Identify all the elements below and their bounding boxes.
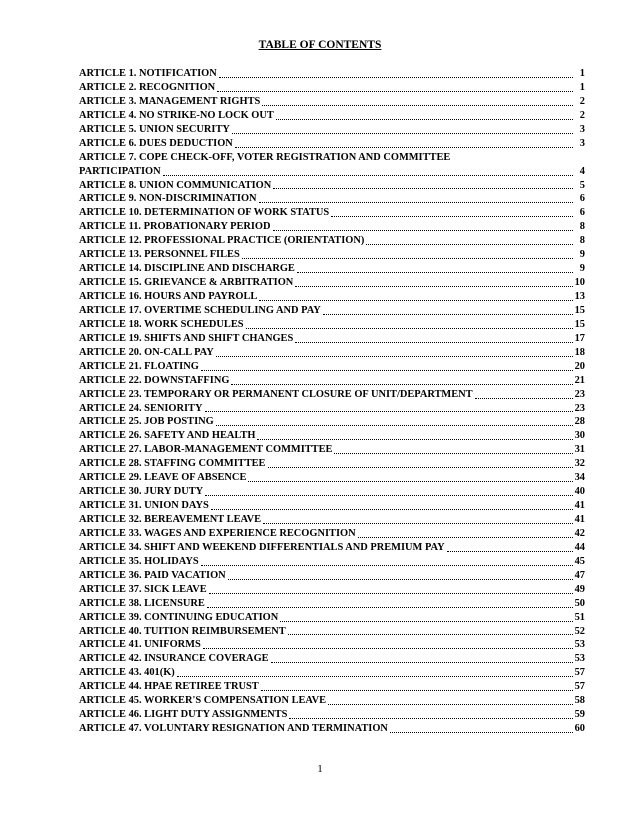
dot-leader: [263, 515, 573, 524]
page-number: 1: [317, 763, 323, 775]
toc-entry[interactable]: [79, 95, 585, 109]
toc-entry-page: 6: [579, 207, 585, 219]
dot-leader: [216, 348, 573, 357]
toc-entry-title: ARTICLE 3. MANAGEMENT RIGHTS: [79, 95, 261, 107]
toc-entry[interactable]: [79, 513, 585, 527]
toc-entry-page: 31: [574, 444, 585, 456]
dot-leader: [177, 668, 573, 677]
dot-leader: [475, 390, 573, 399]
toc-entry[interactable]: [79, 374, 585, 388]
toc-entry-page: 53: [574, 639, 585, 651]
toc-entry-title: ARTICLE 11. PROBATIONARY PERIOD: [79, 221, 271, 233]
toc-entry-page: 51: [574, 611, 585, 623]
toc-entry-page: 45: [574, 555, 585, 567]
toc-entry-page: 58: [574, 695, 585, 707]
dot-leader: [216, 417, 573, 426]
dot-leader: [295, 278, 572, 287]
toc-entry-page: 17: [574, 332, 585, 344]
toc-entry-title: ARTICLE 31. UNION DAYS: [79, 500, 209, 512]
toc-entry-page: 57: [574, 667, 585, 679]
toc-entry-title: ARTICLE 15. GRIEVANCE & ARBITRATION: [79, 277, 294, 289]
toc-entry-title: ARTICLE 9. NON-DISCRIMINATION: [79, 193, 257, 205]
toc-entry-page: 2: [579, 95, 585, 107]
toc-entry[interactable]: [79, 220, 585, 234]
dot-leader: [271, 654, 573, 663]
toc-entry-title: ARTICLE 39. CONTINUING EDUCATION: [79, 611, 279, 623]
toc-entry-title: ARTICLE 17. OVERTIME SCHEDULING AND PAY: [79, 304, 321, 316]
toc-entry[interactable]: [79, 67, 585, 81]
dot-leader: [259, 292, 572, 301]
toc-entry-title: ARTICLE 1. NOTIFICATION: [79, 67, 217, 79]
dot-leader: [390, 724, 573, 733]
toc-entry-page: 21: [574, 374, 585, 386]
toc-entry[interactable]: [79, 541, 585, 555]
dot-leader: [232, 125, 573, 134]
toc-entry-page: 49: [574, 583, 585, 595]
toc-entry[interactable]: [79, 471, 585, 485]
toc-entry-title: ARTICLE 13. PERSONNEL FILES: [79, 249, 240, 261]
toc-entry-page: 52: [574, 625, 585, 637]
toc-entry[interactable]: [79, 332, 585, 346]
dot-leader: [235, 139, 573, 148]
toc-entry-title: ARTICLE 37. SICK LEAVE: [79, 583, 207, 595]
dot-leader: [447, 543, 573, 552]
toc-entry[interactable]: [79, 81, 585, 95]
toc-entry-page: 32: [574, 458, 585, 470]
toc-entry-title: ARTICLE 23. TEMPORARY OR PERMANENT CLOSURE OF UNIT/DEPARTMENT: [79, 388, 473, 400]
toc-entry-page: 34: [574, 472, 585, 484]
toc-entry-page: 10: [574, 277, 585, 289]
toc-entry[interactable]: [79, 652, 585, 666]
toc-entry[interactable]: [79, 123, 585, 137]
toc-entry-page: 23: [574, 402, 585, 414]
toc-entry-title: ARTICLE 41. UNIFORMS: [79, 639, 201, 651]
toc-entry[interactable]: [79, 262, 585, 276]
dot-leader: [163, 167, 573, 176]
toc-entry[interactable]: [79, 569, 585, 583]
dot-leader: [201, 557, 573, 566]
dot-leader: [273, 180, 573, 189]
dot-leader: [203, 640, 573, 649]
toc-entry-title: ARTICLE 44. HPAE RETIREE TRUST: [79, 681, 259, 693]
toc-entry[interactable]: [79, 555, 585, 569]
toc-entry-page: 53: [574, 653, 585, 665]
toc-entry-title: ARTICLE 6. DUES DEDUCTION: [79, 137, 233, 149]
toc-entry-title: ARTICLE 16. HOURS AND PAYROLL: [79, 291, 258, 302]
toc-entry[interactable]: [79, 346, 585, 360]
dot-leader: [257, 431, 572, 440]
toc-entry-page: 15: [574, 304, 585, 316]
toc-entry-page: 20: [574, 360, 585, 372]
dot-leader: [219, 69, 573, 78]
dot-leader: [242, 250, 573, 259]
toc-entry-title: ARTICLE 22. DOWNSTAFFING: [79, 374, 230, 386]
dot-leader: [273, 222, 573, 231]
toc-entry[interactable]: [79, 290, 585, 304]
toc-entry-page: 41: [574, 514, 585, 525]
toc-entry-title: ARTICLE 30. JURY DUTY: [79, 486, 204, 498]
toc-entry[interactable]: [79, 304, 585, 318]
dot-leader: [262, 97, 573, 106]
toc-entry-page: 6: [579, 193, 585, 205]
toc-entry-page: 1: [579, 67, 585, 79]
toc-entry-title: ARTICLE 40. TUITION REIMBURSEMENT: [79, 625, 286, 637]
dot-leader: [217, 83, 573, 92]
toc-entry-title: ARTICLE 35. HOLIDAYS: [79, 555, 199, 567]
toc-entry[interactable]: [79, 680, 585, 694]
dot-leader: [207, 599, 573, 608]
dot-leader: [323, 306, 573, 315]
toc-entry-page: 3: [579, 137, 585, 149]
toc-entry-page: 3: [579, 123, 585, 135]
dot-leader: [288, 626, 573, 635]
toc-entry-title: ARTICLE 43. 401(K): [79, 667, 175, 679]
toc-entry[interactable]: [79, 638, 585, 652]
toc-entry-page: 57: [574, 681, 585, 693]
toc-entry-page: 1: [579, 81, 585, 93]
toc-entry[interactable]: [79, 583, 585, 597]
toc-entry[interactable]: [79, 485, 585, 499]
dot-leader: [328, 696, 573, 705]
toc-entry[interactable]: [79, 276, 585, 290]
toc-list: [79, 67, 585, 736]
toc-entry-title-continued: PARTICIPATION: [79, 165, 161, 177]
dot-leader: [261, 682, 573, 691]
toc-entry-title: ARTICLE 42. INSURANCE COVERAGE: [79, 653, 269, 665]
dot-leader: [228, 571, 573, 580]
toc-entry-title: ARTICLE 45. WORKER'S COMPENSATION LEAVE: [79, 695, 327, 707]
toc-entry-title: ARTICLE 19. SHIFTS AND SHIFT CHANGES: [79, 332, 294, 344]
toc-entry-title: ARTICLE 14. DISCIPLINE AND DISCHARGE: [79, 263, 295, 275]
dot-leader: [246, 320, 573, 329]
toc-entry[interactable]: [79, 151, 585, 179]
toc-entry[interactable]: [79, 429, 585, 443]
toc-entry-page: 9: [579, 249, 585, 261]
toc-entry-title: ARTICLE 28. STAFFING COMMITTEE: [79, 458, 266, 470]
toc-entry[interactable]: [79, 402, 585, 416]
toc-entry[interactable]: [79, 527, 585, 541]
toc-entry-title: ARTICLE 4. NO STRIKE-NO LOCK OUT: [79, 109, 274, 121]
toc-entry[interactable]: [79, 234, 585, 248]
toc-entry-page: 2: [579, 109, 585, 121]
dot-leader: [289, 710, 572, 719]
toc-entry-page: 23: [574, 388, 585, 400]
toc-entry-title: ARTICLE 20. ON-CALL PAY: [79, 346, 214, 358]
toc-entry[interactable]: [79, 137, 585, 151]
toc-entry-title: ARTICLE 46. LIGHT DUTY ASSIGNMENTS: [79, 709, 288, 721]
toc-entry[interactable]: [79, 611, 585, 625]
toc-entry-title: ARTICLE 34. SHIFT AND WEEKEND DIFFERENTIALS AND PREMIUM PAY: [79, 541, 445, 553]
toc-entry-page: 5: [579, 179, 585, 191]
toc-entry-page: 13: [574, 291, 585, 302]
toc-entry[interactable]: [79, 666, 585, 680]
toc-entry[interactable]: [79, 179, 585, 193]
toc-entry[interactable]: [79, 443, 585, 457]
toc-entry-title: ARTICLE 26. SAFETY AND HEALTH: [79, 430, 256, 442]
toc-entry[interactable]: [79, 415, 585, 429]
dot-leader: [205, 403, 573, 412]
toc-entry-page: 42: [574, 527, 585, 539]
toc-entry-title: ARTICLE 8. UNION COMMUNICATION: [79, 179, 272, 191]
toc-entry-page: 8: [579, 221, 585, 233]
toc-entry-title: ARTICLE 21. FLOATING: [79, 360, 199, 372]
toc-entry-page: 40: [574, 486, 585, 498]
dot-leader: [331, 208, 573, 217]
toc-entry[interactable]: [79, 597, 585, 611]
toc-entry[interactable]: [79, 457, 585, 471]
dot-leader: [268, 459, 573, 468]
toc-entry-title: ARTICLE 10. DETERMINATION OF WORK STATUS: [79, 207, 330, 219]
dot-leader: [259, 194, 573, 203]
toc-entry[interactable]: [79, 388, 585, 402]
toc-entry-page: 28: [574, 416, 585, 428]
toc-entry-page: 44: [574, 541, 585, 553]
toc-entry-title: ARTICLE 7. COPE CHECK-OFF, VOTER REGISTRATION AND COMMITTEE: [79, 151, 451, 163]
toc-entry[interactable]: [79, 318, 585, 332]
toc-entry-title: ARTICLE 32. BEREAVEMENT LEAVE: [79, 514, 262, 525]
dot-leader: [358, 529, 573, 538]
toc-entry-page: 4: [579, 165, 585, 177]
toc-entry-title: ARTICLE 47. VOLUNTARY RESIGNATION AND TERMINATION: [79, 723, 388, 735]
dot-leader: [205, 487, 572, 496]
toc-entry-page: 59: [574, 709, 585, 721]
toc-entry-page: 15: [574, 318, 585, 330]
toc-entry-title: ARTICLE 29. LEAVE OF ABSENCE: [79, 472, 247, 484]
toc-entry[interactable]: [79, 694, 585, 708]
toc-entry-title: ARTICLE 5. UNION SECURITY: [79, 123, 230, 135]
dot-leader: [280, 613, 572, 622]
toc-entry-title: ARTICLE 36. PAID VACATION: [79, 569, 226, 581]
dot-leader: [209, 585, 573, 594]
toc-entry[interactable]: [79, 206, 585, 220]
toc-entry[interactable]: [79, 499, 585, 513]
toc-entry-page: 9: [579, 263, 585, 275]
toc-entry-page: 50: [574, 597, 585, 609]
toc-entry-title: ARTICLE 24. SENIORITY: [79, 402, 203, 414]
toc-entry-title: ARTICLE 38. LICENSURE: [79, 597, 205, 609]
toc-entry-title: ARTICLE 18. WORK SCHEDULES: [79, 318, 244, 330]
dot-leader: [231, 376, 572, 385]
dot-leader: [248, 473, 572, 482]
toc-entry-title: ARTICLE 27. LABOR-MANAGEMENT COMMITTEE: [79, 444, 333, 456]
toc-entry-title: ARTICLE 25. JOB POSTING: [79, 416, 214, 428]
toc-entry-title: ARTICLE 33. WAGES AND EXPERIENCE RECOGNITION: [79, 527, 356, 539]
toc-entry[interactable]: [79, 360, 585, 374]
dot-leader: [295, 334, 572, 343]
toc-entry-page: 41: [574, 500, 585, 512]
dot-leader: [366, 236, 573, 245]
toc-entry[interactable]: [79, 722, 585, 736]
toc-entry-page: 47: [574, 569, 585, 581]
toc-entry[interactable]: [79, 109, 585, 123]
dot-leader: [276, 111, 573, 120]
dot-leader: [201, 362, 573, 371]
toc-entry[interactable]: [79, 708, 585, 722]
toc-entry[interactable]: [79, 192, 585, 206]
toc-entry[interactable]: [79, 625, 585, 639]
toc-title: TABLE OF CONTENTS: [258, 39, 382, 51]
toc-entry-title: ARTICLE 2. RECOGNITION: [79, 81, 216, 93]
toc-entry-page: 18: [574, 346, 585, 358]
dot-leader: [211, 501, 573, 510]
toc-entry[interactable]: [79, 248, 585, 262]
dot-leader: [297, 264, 573, 273]
dot-leader: [334, 445, 572, 454]
toc-entry-page: 8: [579, 235, 585, 247]
toc-entry-page: 60: [574, 723, 585, 735]
toc-entry-page: 30: [574, 430, 585, 442]
toc-entry-title: ARTICLE 12. PROFESSIONAL PRACTICE (ORIENTATION): [79, 235, 365, 247]
